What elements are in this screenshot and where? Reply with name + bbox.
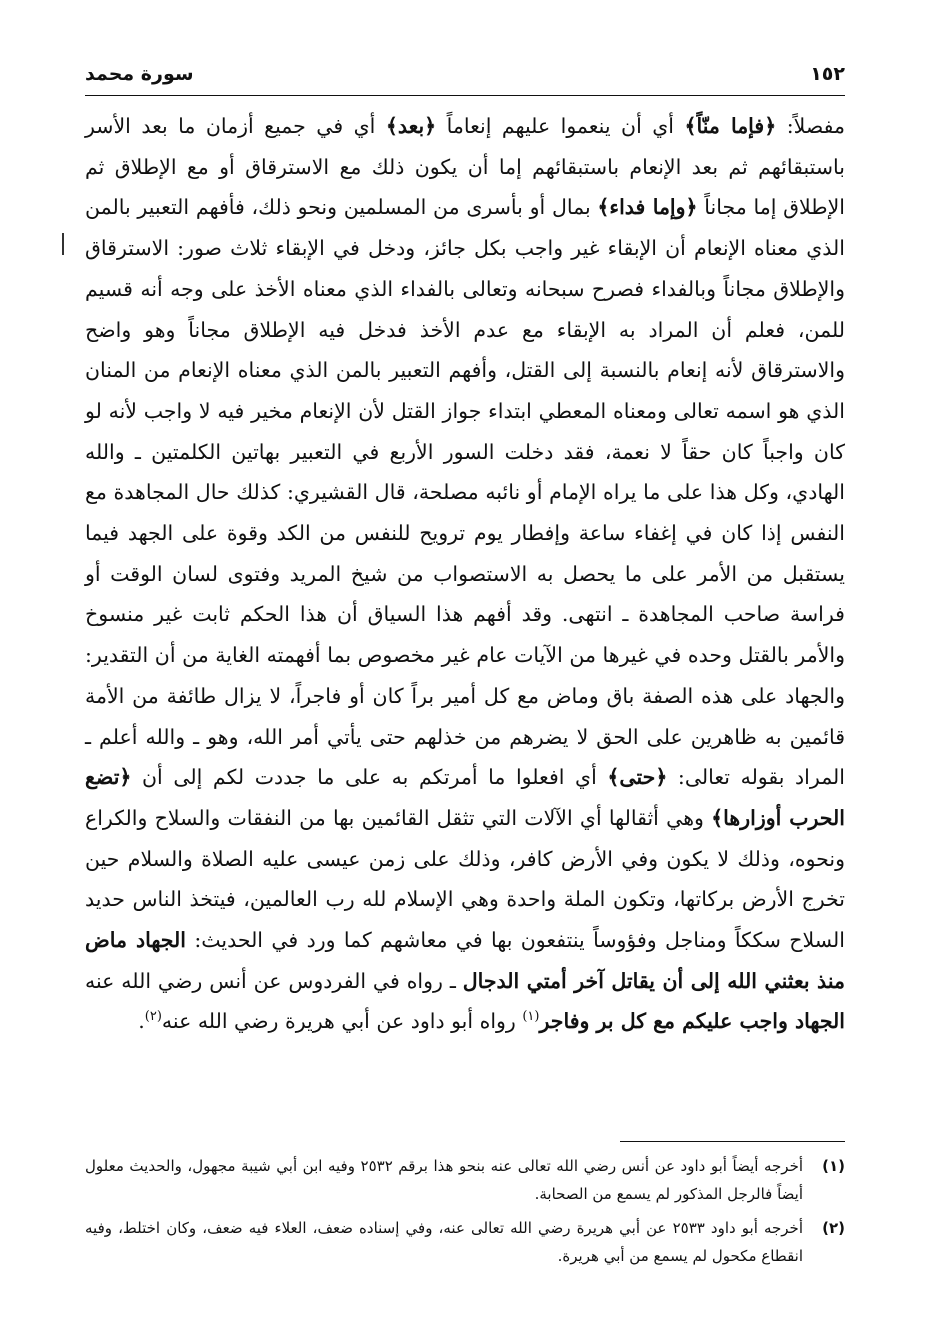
text-run: بمال أو بأسرى من المسلمين ونحو ذلك، فأفهم التعبير بالمن الذي معناه الإنعام أن الإبقاء غير واجب بكل جائز، ودخل في الإبقاء ثلاث صور: الاسترقاق والإطلاق مجاناً وبالفداء فصرح سبحانه وتعالى بالفداء الذي معناه الأخذ على وجه أنه قسيم للمن، فعلم أن المراد به الإبقاء مع عدم الأخذ فدخل فيه الإطلاق مجاناً وهو واضح والاسترقاق لأنه إنعام بالنسبة إلى القتل، وأفهم التعبير بالمن الذي معناه الإنعام من المنان الذي هو اسمه تعالى ومعناه المعطي ابتداء جواز القتل لأن الإنعام مخير فيه لا واجب لأنه لو كان واجباً كان حقاً لا نعمة، فقد دخلت السور الأربع في التعبير بهاتين الكلمتين ـ والله الهادي، وكل هذا على ما يراه الإمام أو نائبه مصلحة، قال القشيري: كذلك حال المجاهدة مع النفس إذا كان في إغفاء ساعة وإفطار يوم ترويح للنفس من الكد وقوة على الجهد فيما يستقبل من الأمر على ما يحصل به الاستصواب من شيخ المريد وفتوى لسان الوقت أو فراسة صاحب المجاهدة ـ انتهى. وقد أفهم هذا السياق أن هذا الحكم ثابت غير منسوخ والأمر بالقتل وحده في غيرها من الآيات عام غير مخصوص بما أفهمته الغاية من أن التقدير: والجهاد على هذه الصفة باق وماض مع كل أمير براً كان أو فاجراً، لا يزال طائفة من الأمة قائمين به ظاهرين على الحق لا يضرهم من خذلهم حتى يأتي أمر الله، وهو ـ والله أعلم ـ المراد بقوله تعالى: <box>85 195 845 790</box>
text-run: رواه أبو داود عن أبي هريرة رضي الله عنه <box>161 1009 523 1034</box>
page-number: ١٥٢ <box>810 63 845 85</box>
footnote-item <box>85 1152 845 1208</box>
text-run: أي أن ينعموا عليهم إنعاماً <box>436 114 685 138</box>
surah-title: سورة محمد <box>85 63 194 85</box>
main-text <box>85 106 845 1042</box>
quran-quote: ﴿حتى﴾ <box>607 765 668 790</box>
hadith-quote: الجهاد واجب عليكم مع كل بر وفاجر <box>539 1009 845 1034</box>
quran-quote: ﴿وإما فداء﴾ <box>597 195 698 220</box>
text-run: . <box>138 1009 145 1034</box>
margin-mark <box>62 233 64 255</box>
quran-quote: ﴿تضع الحرب أوزارها﴾ <box>85 765 845 830</box>
text-run: أي في جميع أزمان ما بعد الأسر باستبقائهم ثم بعد الإنعام باستبقائهم إما أن يكون ذلك مع الاسترقاق أو مع الإطلاق ثم الإطلاق إما مجاناً <box>85 114 845 220</box>
footnote-ref[interactable]: (٢) <box>144 1009 162 1025</box>
text-run: وهي أثقالها أي الآلات التي تثقل القائمين بها من النفقات والسلاح والكراع ونحوه، وذلك لا يكون وفي الأرض كافر، وذلك على زمن عيسى عليه الصلاة والسلام حين تخرج الأرض بركاتها، وتكون الملة واحدة وهي الإسلام لله رب العالمين، فيتخذ الناس حديد السلاح سككاً ومناجل وفؤوساً ينتفعون بها في معاشهم كما ورد في الحديث: <box>85 805 845 953</box>
footnote-number: (١) <box>822 1157 845 1175</box>
text-run: ـ رواه في الفردوس عن أنس رضي الله عنه <box>85 968 463 993</box>
footnote-item <box>85 1214 845 1270</box>
quran-quote: ﴿بعد﴾ <box>385 114 437 138</box>
footnote-text: أخرجه أبو داود ٢٥٣٣ عن أبي هريرة رضي الله تعالى عنه، وفي إسناده ضعف، العلاء فيه ضعف، وكان اختلط، وفيه انقطاع مكحول لم يسمع من أبي هريرة. <box>85 1219 803 1265</box>
footnote-ref[interactable]: (١) <box>522 1009 540 1025</box>
quran-quote: ﴿فإما منّاً﴾ <box>684 114 777 138</box>
body-paragraph <box>85 106 845 1042</box>
footnotes <box>85 1152 845 1276</box>
running-header <box>85 58 845 90</box>
footnote-divider <box>620 1141 845 1142</box>
footnote-number: (٢) <box>822 1219 845 1237</box>
hadith-quote: الجهاد ماض منذ بعثني الله إلى أن يقاتل آخر أمتي الدجال <box>85 928 845 993</box>
footnote-text: أخرجه أيضاً أبو داود عن أنس رضي الله تعالى عنه بنحو هذا برقم ٢٥٣٢ وفيه ابن أبي شيبة مجهول، والحديث معلول أيضاً فالرجل المذكور لم يسمع من الصحابة. <box>85 1157 804 1203</box>
header-divider <box>85 95 845 96</box>
text-run: مفصلاً: <box>776 114 845 138</box>
text-run: أي افعلوا ما أمرتكم به على ما جددت لكم إلى أن <box>131 765 608 790</box>
